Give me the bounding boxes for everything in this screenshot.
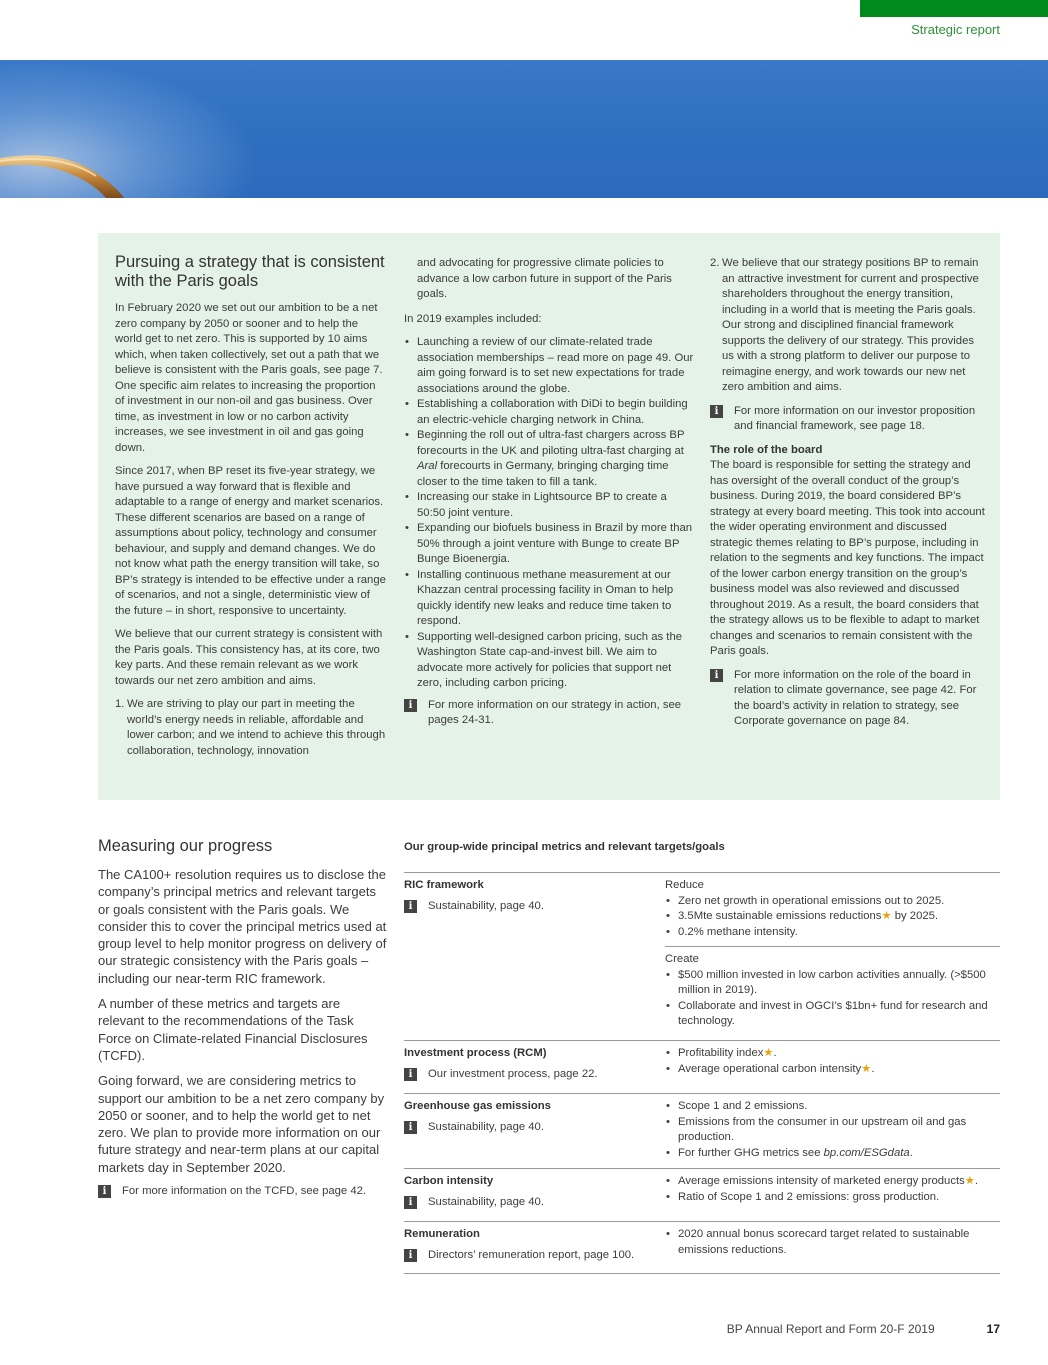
examples-list [404,335,696,692]
measuring-heading: Measuring our progress [98,837,273,855]
metric-reference[interactable]: i Sustainability, page 40. [404,899,654,915]
info-note-strategy[interactable]: i For more information on our strategy in action, see pages 24-31. [404,698,696,729]
create-list [665,968,1000,1030]
numbered-item-2 [710,256,985,396]
measuring-paragraph-2: A number of these metrics and targets are relevant to the recommendations of the Task Force on Climate-related Financial Disclosures (TCFD). [98,996,368,1063]
list-item: • Profitability index★. [665,1046,1000,1062]
metric-remuneration-targets [665,1227,1000,1258]
item-number: 1. [115,698,125,710]
brand-color-bar [860,0,1048,17]
metric-reference[interactable]: i Our investment process, page 22. [404,1067,654,1083]
create-label: Create [665,953,699,965]
metric-rcm-targets [665,1046,1000,1077]
list-item: • Average operational carbon intensity★. [665,1062,1000,1078]
info-icon: i [404,1121,417,1134]
examples-intro: In 2019 examples included: [404,312,542,325]
info-icon: i [404,1068,417,1081]
list-item: • Scope 1 and 2 emissions. [665,1099,1000,1115]
item-number: 2. [710,257,720,269]
list-item: • Launching a review of our climate-related trade association memberships – read more on page 49. Our aim going forward is to set new expectations for trade associations around the globe. [404,335,696,397]
reduce-label: Reduce [665,879,704,891]
board-paragraph: The board is responsible for setting the strategy and has oversight of the overall conduct of the group’s business. During 2019, the board considered BP’s strategy at every board meeting. This took into account the wider operating environment and discussed strategic themes relating to BP’s purpose, including in relation to the segments and key functions. The impact of the lower carbon energy transition on the group’s business model was also reviewed and discussed throughout 2019. As a result, the board considers that the strategy allows us to be flexible to adapt to market changes and scenarios to remain consistent with the Paris goals. [710,459,985,657]
report-title: BP Annual Report and Form 20-F 2019 [726,1322,935,1336]
info-note-board[interactable]: i For more information on the role of the board in relation to climate governance, see page 42. For the board’s activity in relation to strategy, see Corporate governance on page 84. [710,668,985,730]
metric-ric-reduce [665,878,1000,940]
metric-ghg [404,1099,654,1135]
table-rule [404,1273,1000,1274]
metric-remuneration [404,1227,659,1263]
info-icon: i [710,405,723,418]
table-rule [404,1040,1000,1041]
metric-ric-create [665,952,1000,1030]
metric-rcm [404,1046,654,1082]
metric-reference[interactable]: i Sustainability, page 40. [404,1195,654,1211]
paris-paragraph-3: We believe that our current strategy is consistent with the Paris goals. This consistency has, at its core, two key parts. And these remain relevant as we work towards our net zero ambition and aims. [115,628,383,687]
section-label: Strategic report [911,22,1000,37]
star-icon: ★ [861,1062,872,1075]
reduce-list [665,894,1000,941]
info-icon: i [710,669,723,682]
list-item: • Beginning the roll out of ultra-fast chargers across BP forecourts in the UK and piloting ultra-fast charging at Aral forecourts in Germany, bringing charging time closer to the time taken to fill a tank. [404,428,696,490]
metric-name: Greenhouse gas emissions [404,1100,551,1112]
esg-data-link[interactable]: bp.com/ESGdata [823,1146,910,1159]
measuring-paragraph-1: The CA100+ resolution requires us to disclose the company’s principal metrics and relevant targets or goals consistent with the Paris goals. We consider this to cover the principal metrics used at group level to help monitor progress on delivery of our strategic consistency with the Paris goals – including our near-term RIC framework. [98,867,387,986]
paris-column-1 [115,253,387,759]
pipe-illustration [0,60,1048,198]
metric-reference[interactable]: i Directors’ remuneration report, page 100. [404,1248,659,1264]
metric-ghg-targets [665,1099,1000,1161]
metric-name: Investment process (RCM) [404,1047,547,1059]
paris-paragraph-1: In February 2020 we set out our ambition to be a net zero company by 2050 or sooner and to help the world get to net zero. This is supported by 10 aims which, when taken collectively, set out a path that we believe is consistent with the Paris goals, see page 7. One specific aim relates to increasing the proportion of investment in our non-oil and gas business. Over time, as investment in low or no carbon activity increases, we see investment in oil and gas going down. [115,302,383,454]
measuring-paragraph-3: Going forward, we are considering metrics to support our ambition to be a net zero company by 2050 or sooner, and to help the world get to net zero. We plan to provide more information on our future strategy and near-term plans at our capital markets day in September 2020. [98,1073,385,1175]
info-note-investor[interactable]: i For more information on our investor proposition and financial framework, see page 18. [710,404,985,435]
list-item: • $500 million invested in low carbon activities annually. (>$500 million in 2019). [665,968,1000,999]
board-heading: The role of the board [710,443,823,456]
list-item: • Expanding our biofuels business in Brazil by more than 50% through a joint venture with Bunge to create BP Bunge Bioenergia. [404,521,696,568]
list-item: • Emissions from the consumer in our upstream oil and gas production. [665,1115,1000,1146]
list-item: • Ratio of Scope 1 and 2 emissions: gross production. [665,1190,1005,1206]
hero-image [0,60,1048,198]
list-item: • Establishing a collaboration with DiDi to begin building an electric-vehicle charging network in China. [404,397,696,428]
metric-carbon-intensity [404,1174,654,1210]
info-icon: i [404,1196,417,1209]
list-item: • 0.2% methane intensity. [665,925,1000,941]
paris-heading: Pursuing a strategy that is consistent with the Paris goals [115,253,385,290]
table-rule [665,946,1000,947]
list-item: • Supporting well-designed carbon pricing, such as the Washington State cap-and-invest bill. We aim to advocate more actively for policies that support net zero, including carbon pricing. [404,630,696,692]
star-icon: ★ [881,910,892,922]
list-item: • For further GHG metrics see bp.com/ESGdata. [665,1146,1000,1162]
list-item: • Collaborate and invest in OGCI’s $1bn+ fund for research and technology. [665,999,1000,1030]
list-item: • 3.5Mte sustainable emissions reductions★ by 2025. [665,909,1000,925]
table-rule [404,872,1000,873]
star-icon: ★ [763,1047,774,1059]
item-text: We are striving to play our part in meeting the world’s energy needs in reliable, affordable and lower carbon; and we intend to achieve this through collaboration, technology, innovation [127,698,386,757]
page-footer [727,1322,1000,1336]
table-rule [404,1221,1000,1222]
metric-ric [404,878,654,914]
metric-reference[interactable]: i Sustainability, page 40. [404,1120,654,1136]
paris-column-3 [710,256,985,738]
measuring-column [98,836,388,1207]
numbered-item-1-continued: and advocating for progressive climate policies to advance a low carbon future in support of the Paris goals. [417,257,672,300]
metrics-table-title: Our group-wide principal metrics and relevant targets/goals [404,841,725,853]
paris-column-2 [404,256,696,737]
star-icon: ★ [964,1175,975,1187]
metric-name: Remuneration [404,1228,480,1240]
list-item: • Zero net growth in operational emissions out to 2025. [665,894,1000,910]
paris-paragraph-2: Since 2017, when BP reset its five-year strategy, we have pursued a way forward that is flexible and adaptable to a range of energy and market scenarios. These different scenarios are based on a range of assumptions about policy, technology and consumer behaviour, and supply and demand changes. We do not know what path the energy transition will take, so BP’s strategy is intended to be effective under a range of scenarios, and not a single, deterministic view of the future – in short, responsive to uncertainty. [115,465,386,617]
info-icon: i [98,1185,111,1198]
info-note-tcfd[interactable]: i For more information on the TCFD, see page 42. [98,1184,388,1199]
page-number: 17 [986,1322,1000,1336]
list-item: • Installing continuous methane measurement at our Khazzan central processing facility in Oman to help quickly identify new leaks and reduce time taken to respond. [404,568,696,630]
metric-name: RIC framework [404,879,484,891]
list-item: • 2020 annual bonus scorecard target related to sustainable emissions reductions. [665,1227,1000,1258]
list-item: • Increasing our stake in Lightsource BP to create a 50:50 joint venture. [404,490,696,521]
info-icon: i [404,1249,417,1262]
info-icon: i [404,699,417,712]
metric-carbon-intensity-targets [665,1174,1005,1205]
table-rule [404,1093,1000,1094]
numbered-item-1 [115,697,387,759]
info-icon: i [404,900,417,913]
list-item: • Average emissions intensity of marketed energy products★. [665,1174,1005,1190]
table-rule [404,1168,1000,1169]
item-text: We believe that our strategy positions BP to remain an attractive investment for current and prospective shareholders throughout the energy transition, including in a world that is meeting the Paris goals. Our strong and disciplined financial framework supports the delivery of our strategy. This provides us with a strong platform to deliver our purpose to reimagine energy, and work towards our new net zero ambition and aims. [722,257,979,393]
metric-name: Carbon intensity [404,1175,494,1187]
